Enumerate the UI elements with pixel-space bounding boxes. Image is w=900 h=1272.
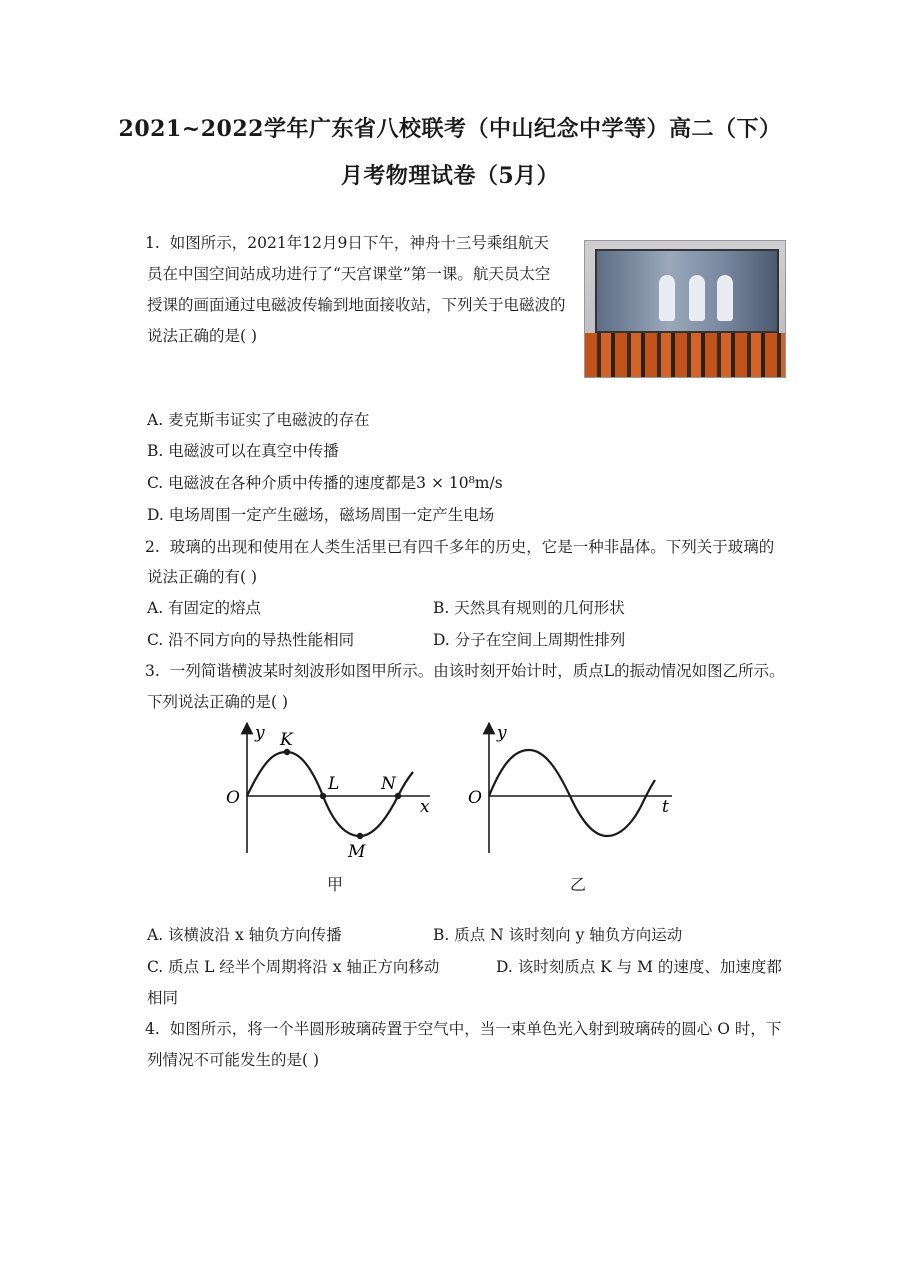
q4-text-1: 如图所示，将一个半圆形玻璃砖置于空气中，当一束单色光入射到玻璃砖的圆心 O 时，下 xyxy=(169,1020,782,1038)
q2-text-1: 玻璃的出现和使用在人类生活里已有四千多年的历史，它是一种非晶体。下列关于玻璃的 xyxy=(169,538,775,556)
q2-option-c[interactable]: C. 沿不同方向的导热性能相同 xyxy=(147,631,355,649)
q4-line-2: 列情况不可能发生的是( ) xyxy=(147,1051,320,1069)
q3-option-a[interactable]: A. 该横波沿 x 轴负方向传播 xyxy=(147,926,342,944)
audience-rows xyxy=(585,333,785,377)
q1-number: 1. xyxy=(145,234,160,252)
q1-option-b[interactable]: B. 电磁波可以在真空中传播 xyxy=(147,442,339,460)
q4-number: 4. xyxy=(145,1020,160,1038)
label-o: O xyxy=(226,788,240,808)
q1-option-a[interactable]: A. 麦克斯韦证实了电磁波的存在 xyxy=(147,411,370,429)
q3-line-2: 下列说法正确的是( ) xyxy=(147,693,289,711)
q4-line-1 xyxy=(145,1018,781,1040)
caption-jia: 甲 xyxy=(327,875,344,894)
q1-line-3: 授课的画面通过电磁波传输到地面接收站，下列关于电磁波的 xyxy=(147,296,566,314)
label-y: y xyxy=(255,723,265,743)
vibration-figure-yi xyxy=(462,718,687,868)
vibration-curve xyxy=(489,750,655,836)
q3-option-d-continued: 相同 xyxy=(147,989,179,1007)
point-m xyxy=(357,833,363,839)
q2-line-1 xyxy=(145,536,774,558)
label-y: y xyxy=(497,723,507,743)
label-m: M xyxy=(348,842,366,862)
page-title-line-2: 月考物理试卷（5月） xyxy=(340,163,560,189)
q2-option-d[interactable]: D. 分子在空间上周期性排列 xyxy=(433,631,626,649)
q3-option-d[interactable]: D. 该时刻质点 K 与 M 的速度、加速度都 xyxy=(496,958,782,976)
astronaut-figure xyxy=(717,275,733,321)
label-t: t xyxy=(662,797,669,817)
caption-yi: 乙 xyxy=(570,875,587,894)
q2-number: 2. xyxy=(145,538,160,556)
label-n: N xyxy=(381,774,396,794)
astronaut-figure xyxy=(659,275,675,321)
q1-option-c[interactable]: C. 电磁波在各种介质中传播的速度都是3 × 10⁸m/s xyxy=(147,474,503,492)
q2-line-2: 说法正确的有( ) xyxy=(147,568,258,586)
page-title-line-1: 2021~2022学年广东省八校联考（中山纪念中学等）高二（下） xyxy=(118,116,782,142)
q1-line-2: 员在中国空间站成功进行了“天宫课堂”第一课。航天员太空 xyxy=(147,265,551,283)
q2-option-b[interactable]: B. 天然具有规则的几何形状 xyxy=(433,599,625,617)
label-l: L xyxy=(328,774,340,794)
q1-option-d[interactable]: D. 电场周围一定产生磁场，磁场周围一定产生电场 xyxy=(147,506,495,524)
astronaut-figure xyxy=(689,275,705,321)
broadcast-screen xyxy=(595,249,779,333)
q3-option-b[interactable]: B. 质点 N 该时刻向 y 轴负方向运动 xyxy=(433,926,683,944)
wave-curve xyxy=(247,752,413,836)
point-l xyxy=(320,793,326,799)
tiangong-classroom-photo xyxy=(584,240,786,378)
q3-text-1: 一列简谐横波某时刻波形如图甲所示。由该时刻开始计时，质点L的振动情况如图乙所示。 xyxy=(169,662,785,680)
q1-text-1: 如图所示，2021年12月9日下午，神舟十三号乘组航天 xyxy=(169,234,549,252)
q3-line-1 xyxy=(145,660,785,682)
q3-number: 3. xyxy=(145,662,160,680)
q1-line-4: 说法正确的是( ) xyxy=(147,327,258,345)
label-o: O xyxy=(468,788,482,808)
label-x: x xyxy=(420,797,430,817)
wave-figure-jia xyxy=(220,718,445,868)
q2-option-a[interactable]: A. 有固定的熔点 xyxy=(147,599,262,617)
q1-line-1 xyxy=(145,232,549,254)
label-k: K xyxy=(280,730,293,750)
q3-option-c[interactable]: C. 质点 L 经半个周期将沿 x 轴正方向移动 xyxy=(147,958,440,976)
